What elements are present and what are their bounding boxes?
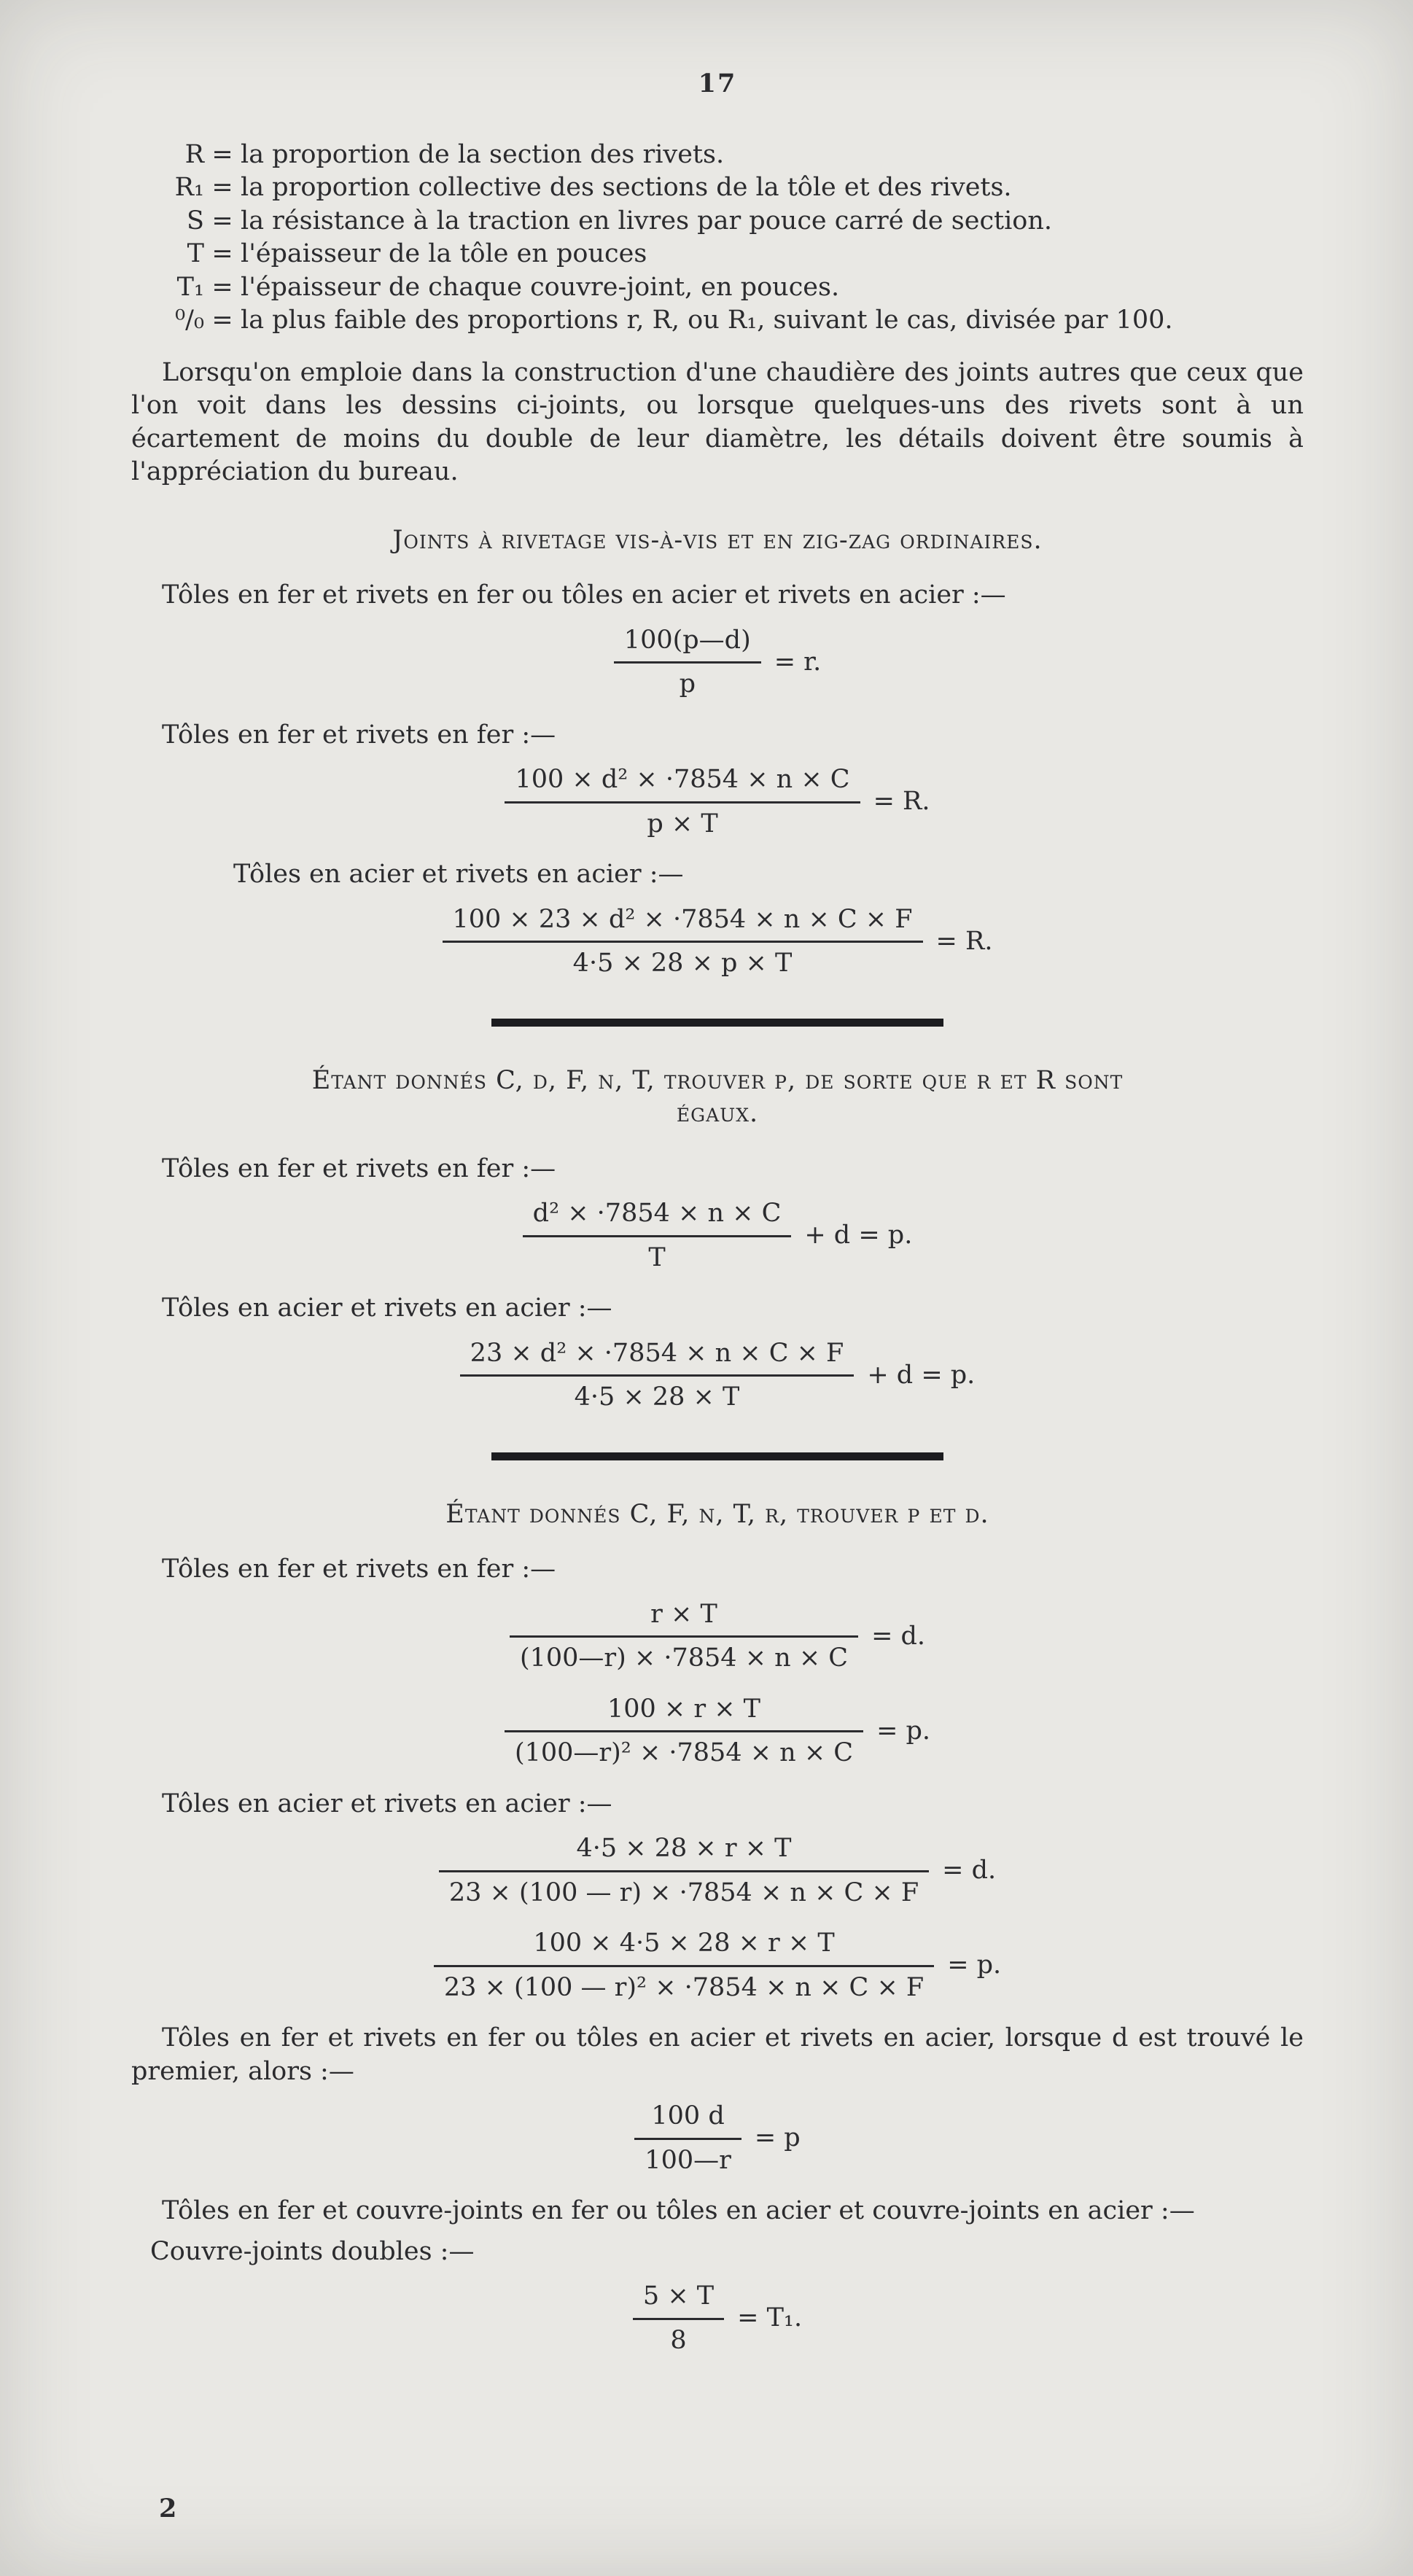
definition-symbol: R: [184, 139, 204, 169]
section1-heading: Joints à rivetage vis-à-vis et en zig-zag ordinaires.: [392, 525, 1043, 555]
fraction-denominator: 4·5 × 28 × T: [574, 1382, 740, 1412]
formula-result: = p: [754, 2123, 801, 2153]
formula-p-from-d: [131, 2100, 1304, 2177]
formula-result: + d = p.: [867, 1360, 976, 1390]
formula-d-iron: [131, 1598, 1304, 1676]
formula-result: = R.: [873, 787, 930, 817]
section3-case1-label: Tôles en fer et rivets en fer :—: [162, 1554, 556, 1584]
fraction-numerator: 100 d: [651, 2101, 725, 2131]
definition-row: [140, 139, 1304, 172]
formula-p2-iron: [131, 1693, 1304, 1770]
section3-paragraph-1: Tôles en fer et rivets en fer ou tôles en acier et rivets en acier, lorsque d est trouvé le premier, alors :—: [131, 2023, 1304, 2086]
section2-heading: [131, 1065, 1304, 1131]
section1-case1-label: Tôles en fer et rivets en fer ou tôles en acier et rivets en acier :—: [162, 580, 1006, 610]
fraction-denominator: p × T: [647, 809, 718, 838]
definition-symbol: R₁: [174, 173, 204, 202]
fraction-denominator: 8: [670, 2325, 687, 2355]
definition-row: [140, 304, 1304, 338]
fraction-numerator: 100 × 4·5 × 28 × r × T: [533, 1929, 835, 1958]
intro-paragraph: Lorsqu'on emploie dans la construction d'une chaudière des joints autres que ceux que l'on voit dans les dessins ci-joints, ou lorsque quelques-uns des rivets sont à un écartement de moins du double de leur diamètre, les détails doivent être soumis à l'appréciation du bureau.: [131, 357, 1304, 486]
definition-symbol: S: [187, 206, 204, 236]
definition-text: la plus faible des proportions r, R, ou R₁, suivant le cas, divisée par 100.: [241, 306, 1173, 335]
definition-text: l'épaisseur de la tôle en pouces: [241, 239, 647, 268]
formula-p-iron: [131, 1197, 1304, 1275]
section2-case1-label: Tôles en fer et rivets en fer :—: [162, 1153, 556, 1183]
fraction-numerator: 100(p—d): [623, 625, 751, 655]
fraction: [505, 763, 860, 841]
formula-result: = R.: [935, 926, 993, 956]
equals-sign: =: [211, 306, 233, 335]
definition-text: la résistance à la traction en livres par pouce carré de section.: [241, 206, 1053, 236]
section3-case2-label: Tôles en acier et rivets en acier :—: [162, 1789, 612, 1818]
section1-case3-label: Tôles en acier et rivets en acier :—: [233, 860, 684, 889]
fraction-denominator: 4·5 × 28 × p × T: [572, 949, 793, 978]
fraction-numerator: d² × ·7854 × n × C: [532, 1199, 782, 1228]
equals-sign: =: [211, 239, 233, 268]
section2-heading-line2: égaux.: [676, 1099, 759, 1128]
formula-R-steel: [131, 903, 1304, 981]
equals-sign: =: [211, 272, 233, 302]
definition-text: la proportion de la section des rivets.: [241, 139, 725, 169]
fraction: [523, 1197, 792, 1275]
formula-result: = d.: [871, 1621, 926, 1651]
definition-symbol: T₁: [176, 272, 204, 302]
fraction-numerator: 100 × 23 × d² × ·7854 × n × C × F: [452, 904, 913, 934]
equals-sign: =: [211, 139, 233, 169]
section1-case2-label: Tôles en fer et rivets en fer :—: [162, 720, 556, 750]
formula-result: = T₁.: [737, 2303, 803, 2333]
page-number: 17: [698, 69, 737, 98]
definition-text: la proportion collective des sections de la tôle et des rivets.: [241, 173, 1012, 202]
fraction-numerator: 4·5 × 28 × r × T: [576, 1834, 792, 1863]
section2-heading-line1: Étant donnés C, d, F, n, T, trouver p, de sorte que r et R sont: [311, 1065, 1124, 1095]
fraction-numerator: 23 × d² × ·7854 × n × C × F: [470, 1338, 844, 1368]
section2-case2-label: Tôles en acier et rivets en acier :—: [162, 1293, 612, 1323]
fraction-denominator: T: [648, 1242, 666, 1272]
formula-R-iron: [131, 763, 1304, 841]
formula-T1: [131, 2280, 1304, 2357]
definition-row: [140, 238, 1304, 271]
formula-r: [131, 624, 1304, 701]
definition-text: l'épaisseur de chaque couvre-joint, en pouces.: [241, 272, 840, 302]
formula-p-steel: [131, 1337, 1304, 1415]
section3-case3-label: Couvre-joints doubles :—: [150, 2236, 475, 2266]
fraction: [443, 903, 923, 981]
fraction: [633, 2280, 724, 2357]
fraction-numerator: 5 × T: [642, 2281, 715, 2311]
fraction: [434, 1927, 934, 2004]
fraction: [634, 2100, 741, 2177]
fraction-denominator: 100—r: [645, 2145, 731, 2175]
fraction: [439, 1832, 929, 1910]
formula-result: = p.: [876, 1716, 931, 1746]
definition-symbol: ⁰/₀: [175, 306, 204, 335]
fraction-denominator: 23 × (100 — r)² × ·7854 × n × C × F: [443, 1972, 925, 2002]
fraction: [614, 624, 761, 701]
fraction: [460, 1337, 855, 1415]
fraction-denominator: p: [679, 669, 696, 699]
section3-paragraph-2: Tôles en fer et couvre-joints en fer ou tôles en acier et couvre-joints en acier :—: [162, 2196, 1195, 2225]
section-divider: [491, 1452, 943, 1460]
fraction-numerator: r × T: [650, 1599, 717, 1629]
equals-sign: =: [211, 206, 233, 236]
formula-result: = r.: [774, 647, 822, 677]
fraction-denominator: (100—r) × ·7854 × n × C: [519, 1643, 849, 1673]
fraction-numerator: 100 × d² × ·7854 × n × C: [515, 765, 850, 794]
section3-heading: Étant donnés C, F, n, T, r, trouver p et d.: [445, 1499, 989, 1529]
definition-symbol: T: [187, 239, 204, 268]
fraction-numerator: 100 × r × T: [607, 1694, 761, 1724]
definition-row: [140, 171, 1304, 205]
equals-sign: =: [211, 173, 233, 202]
fraction-denominator: 23 × (100 — r) × ·7854 × n × C × F: [448, 1877, 919, 1907]
formula-result: = p.: [947, 1950, 1002, 1980]
formula-result: = d.: [942, 1856, 997, 1886]
definitions-list: [140, 139, 1304, 338]
formula-p2-steel: [131, 1927, 1304, 2004]
signature-number: 2: [159, 2493, 177, 2524]
definition-row: [140, 205, 1304, 238]
fraction-denominator: (100—r)² × ·7854 × n × C: [514, 1738, 854, 1767]
fraction: [505, 1693, 863, 1770]
formula-d-steel: [131, 1832, 1304, 1910]
fraction: [510, 1598, 858, 1676]
formula-result: + d = p.: [804, 1221, 913, 1250]
section-divider: [491, 1019, 943, 1027]
definition-row: [140, 271, 1304, 305]
